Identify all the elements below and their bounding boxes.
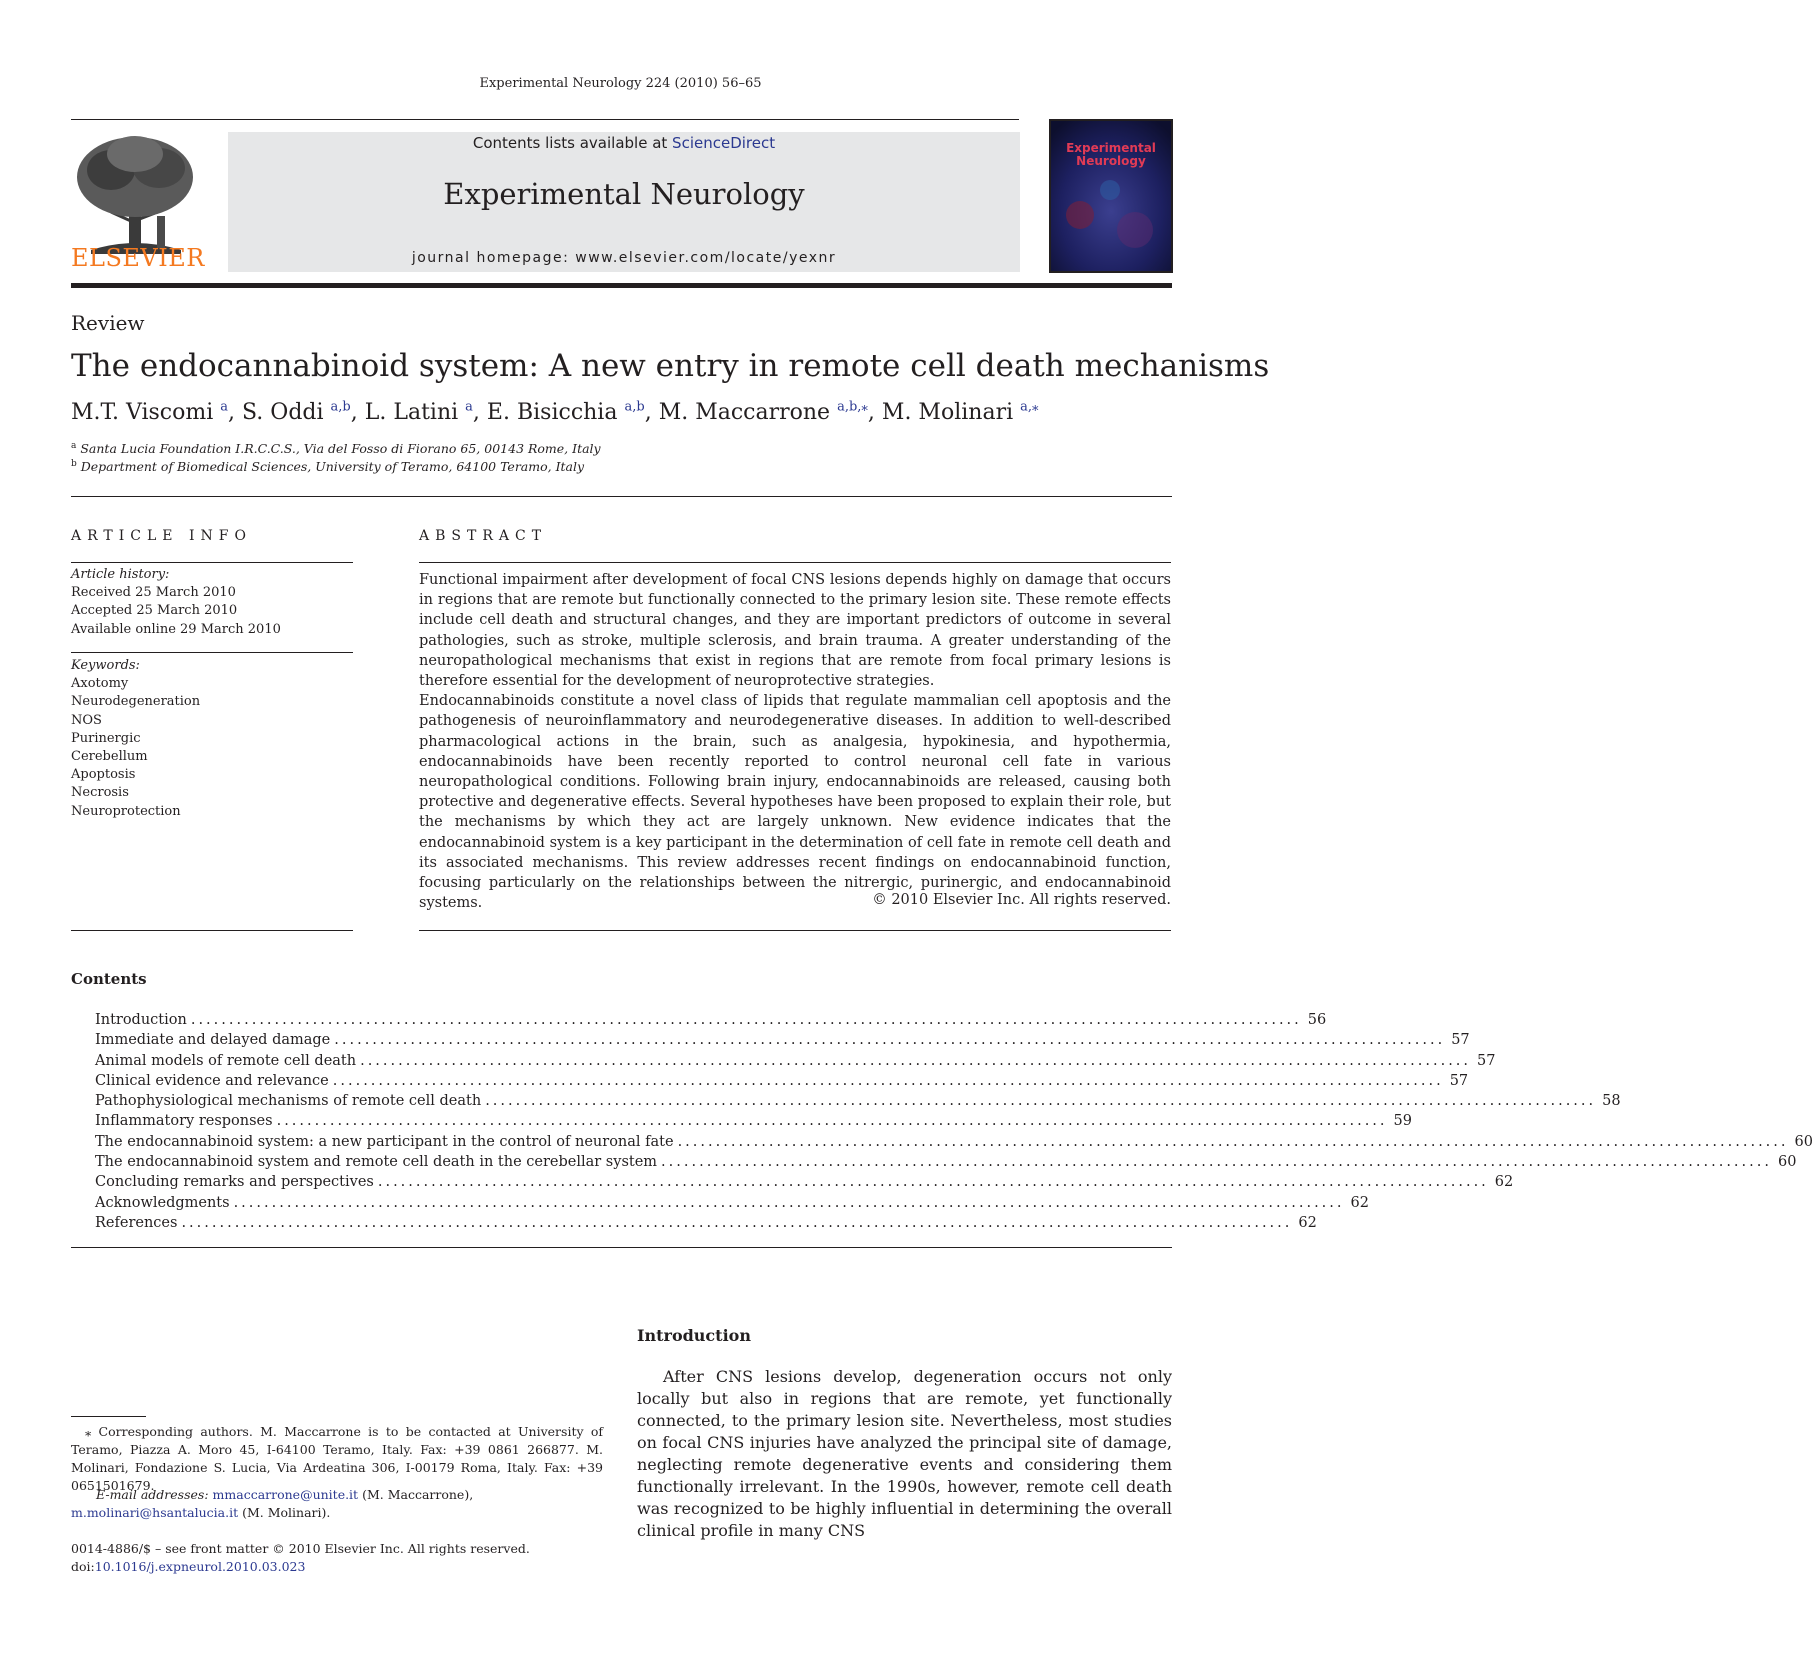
elsevier-logo[interactable] — [71, 132, 205, 272]
keyword[interactable]: NOS — [71, 712, 102, 728]
contents-availability — [228, 134, 1020, 152]
top-rule — [71, 119, 1019, 120]
keyword[interactable]: Axotomy — [71, 676, 129, 692]
journal-homepage[interactable]: journal homepage: www.elsevier.com/locate/yexnr — [411, 250, 837, 266]
toc-entry[interactable]: Introduction .................................................................................................................................................. 56 — [95, 1012, 1327, 1028]
abstract-copyright: © 2010 Elsevier Inc. All rights reserved. — [872, 892, 1171, 908]
abstract-body — [419, 570, 1171, 913]
journal-cover-image[interactable] — [1050, 120, 1172, 272]
journal-banner — [228, 132, 1020, 272]
article-info-heading: ARTICLE INFO — [71, 528, 252, 544]
affiliation-a: $^a$ Santa Lucia Foundation I.R.C.C.S., Via del Fosso di Fiorano 65, 00143 Rome, Italy — [71, 441, 601, 457]
keyword[interactable]: Neuroprotection — [71, 803, 181, 819]
history-label: Article history: — [71, 567, 170, 582]
header-thick-rule — [71, 283, 1172, 288]
keyword[interactable]: Necrosis — [71, 785, 129, 801]
email-link-molinari[interactable]: m.molinari@hsantalucia.it — [71, 1505, 239, 1520]
toc-entry[interactable]: References .................................................................................................................................................. 62 — [95, 1214, 1317, 1231]
doi-line: doi:10.1016/j.expneurol.2010.03.023 — [71, 1559, 306, 1574]
author-list — [71, 400, 1039, 425]
introduction-text: After CNS lesions develop, degeneration occurs not only locally but also in regions that are remote, yet functionally connected, to the primary lesion site. Nevertheless, most studies on focal CNS injuries have analyzed the principal site of damage, neglecting remote degenerative events and considering them functionally irrelevant. In the 1990s, however, remote cell death was recognized to be highly influential in determining the overall clinical profile in many CNS — [637, 1367, 1172, 1540]
article-type: Review — [71, 311, 145, 335]
abstract-heading: ABSTRACT — [419, 528, 548, 544]
toc-entry[interactable]: Animal models of remote cell death .................................................................................................................................................. 57 — [95, 1052, 1496, 1069]
author[interactable]: S. Oddi $^{a,b}$, — [242, 400, 365, 426]
toc-entry[interactable]: Acknowledgments .................................................................................................................................................. 62 — [95, 1194, 1369, 1211]
keywords — [71, 657, 353, 821]
keyword[interactable]: Cerebellum — [71, 749, 148, 765]
doi-link[interactable]: 10.1016/j.expneurol.2010.03.023 — [94, 1559, 306, 1574]
keywords-label: Keywords: — [71, 658, 140, 673]
toc-entry[interactable]: Concluding remarks and perspectives .................................................................................................................................................. 62 — [95, 1174, 1514, 1191]
author[interactable]: E. Bisicchia $^{a,b}$, — [486, 400, 659, 426]
received-date: Received 25 March 2010 — [71, 585, 236, 601]
article-history — [71, 566, 353, 639]
introduction-heading: Introduction — [637, 1326, 751, 1345]
footnote-rule — [71, 1416, 146, 1417]
accepted-date: Accepted 25 March 2010 — [71, 603, 238, 619]
abstract-bottom-rule — [419, 930, 1171, 931]
email-owner: (M. Maccarrone), — [358, 1487, 474, 1502]
toc-entry[interactable]: The endocannabinoid system: a new participant in the control of neuronal fate .................................................................................................................................................. 60 — [95, 1133, 1813, 1150]
keyword[interactable]: Apoptosis — [71, 767, 136, 783]
author[interactable]: M.T. Viscomi $^a$, — [71, 400, 243, 426]
keyword[interactable]: Purinergic — [71, 730, 141, 746]
email-link-maccarrone[interactable]: mmaccarrone@unite.it — [212, 1487, 359, 1502]
author[interactable]: M. Molinari $^{a,⁎}$ — [881, 400, 1039, 426]
cover-title: Experimental Neurology — [1066, 141, 1156, 168]
issn-line: 0014-4886/$ – see front matter © 2010 Elsevier Inc. All rights reserved. — [71, 1541, 530, 1556]
author[interactable]: L. Latini $^a$, — [364, 400, 487, 426]
toc-entry[interactable]: Clinical evidence and relevance .................................................................................................................................................. 57 — [95, 1072, 1469, 1089]
author[interactable]: M. Maccarrone $^{a,b,⁎}$, — [658, 400, 882, 426]
contents-bottom-rule — [71, 1247, 1172, 1248]
online-date: Available online 29 March 2010 — [71, 621, 281, 637]
abstract-paragraph: Functional impairment after development of focal CNS lesions depends highly on damage that occurs in regions that are remote but functionally connected to the primary lesion site. These remote effects include cell death and structural changes, and they are important predictors of outcome in several pathologies, such as stroke, multiple sclerosis, and brain trauma. A greater understanding of the neuropathological mechanisms that exist in regions that are remote from focal primary lesions is therefore essential for the development of neuroprotective strategies. — [419, 572, 1171, 690]
article-title: The endocannabinoid system: A new entry in remote cell death mechanisms — [71, 348, 1270, 384]
toc-entry[interactable]: The endocannabinoid system and remote cell death in the cerebellar system .................................................................................................................................................. 60 — [95, 1154, 1797, 1171]
abstract-paragraph: Endocannabinoids constitute a novel class of lipids that regulate mammalian cell apoptosis and the pathogenesis of neuroinflammatory and neurodegenerative diseases. In addition to well-described pharmacological actions in the brain, such as analgesia, hypokinesia, and hypothermia, endocannabinoids have been recently reported to control neuronal cell fate in various neuropathological conditions. Following brain injury, endocannabinoids are released, causing both protective and degenerative effects. Several hypotheses have been proposed to explain their role, but the mechanisms by which they act are largely unknown. New evidence indicates that the endocannabinoid system is a key participant in the determination of cell fate in remote cell death and its associated mechanisms. This review addresses recent findings on endocannabinoid function, focusing particularly on the relationships between the nitrergic, purinergic, and endocannabinoid systems. — [419, 693, 1171, 912]
contents-title: Contents — [71, 970, 147, 988]
toc-entry[interactable]: Inflammatory responses .................................................................................................................................................. 59 — [95, 1113, 1412, 1130]
email-addresses — [71, 1486, 603, 1522]
email-owner: (M. Molinari). — [238, 1505, 331, 1520]
corresponding-author-note: ⁎ Corresponding authors. M. Maccarrone is to be contacted at University of Teramo, Piazza A. Moro 45, I-64100 Teramo, Italy. Fax: +39 0861 266877. M. Molinari, Fondazione S. Lucia, Via Ardeatina 306, I-00179 Roma, Italy. Fax: +39 0651501679. — [71, 1424, 603, 1493]
toc-entry[interactable]: Pathophysiological mechanisms of remote cell death .................................................................................................................................................. 58 — [95, 1093, 1621, 1110]
affiliation-rule — [71, 496, 1172, 497]
affiliation-b: $^b$ Department of Biomedical Sciences, University of Teramo, 64100 Teramo, Italy — [71, 459, 585, 475]
table-of-contents — [95, 1012, 1813, 1235]
article-info-bottom-rule — [71, 930, 353, 931]
running-head: Experimental Neurology 224 (2010) 56–65 — [479, 76, 762, 91]
elsevier-wordmark: ELSEVIER — [71, 244, 205, 272]
article-info-rule — [71, 562, 353, 563]
sciencedirect-link[interactable]: ScienceDirect — [672, 134, 776, 152]
publication-meta — [71, 1540, 530, 1576]
toc-entry[interactable]: Immediate and delayed damage .................................................................................................................................................. 57 — [95, 1032, 1470, 1049]
keywords-rule — [71, 652, 353, 653]
keyword[interactable]: Neurodegeneration — [71, 694, 201, 710]
contents-prefix: Contents lists available at — [472, 134, 673, 152]
email-label: E-mail addresses: — [96, 1487, 209, 1502]
abstract-rule — [419, 562, 1171, 563]
journal-name: Experimental Neurology — [443, 177, 805, 211]
